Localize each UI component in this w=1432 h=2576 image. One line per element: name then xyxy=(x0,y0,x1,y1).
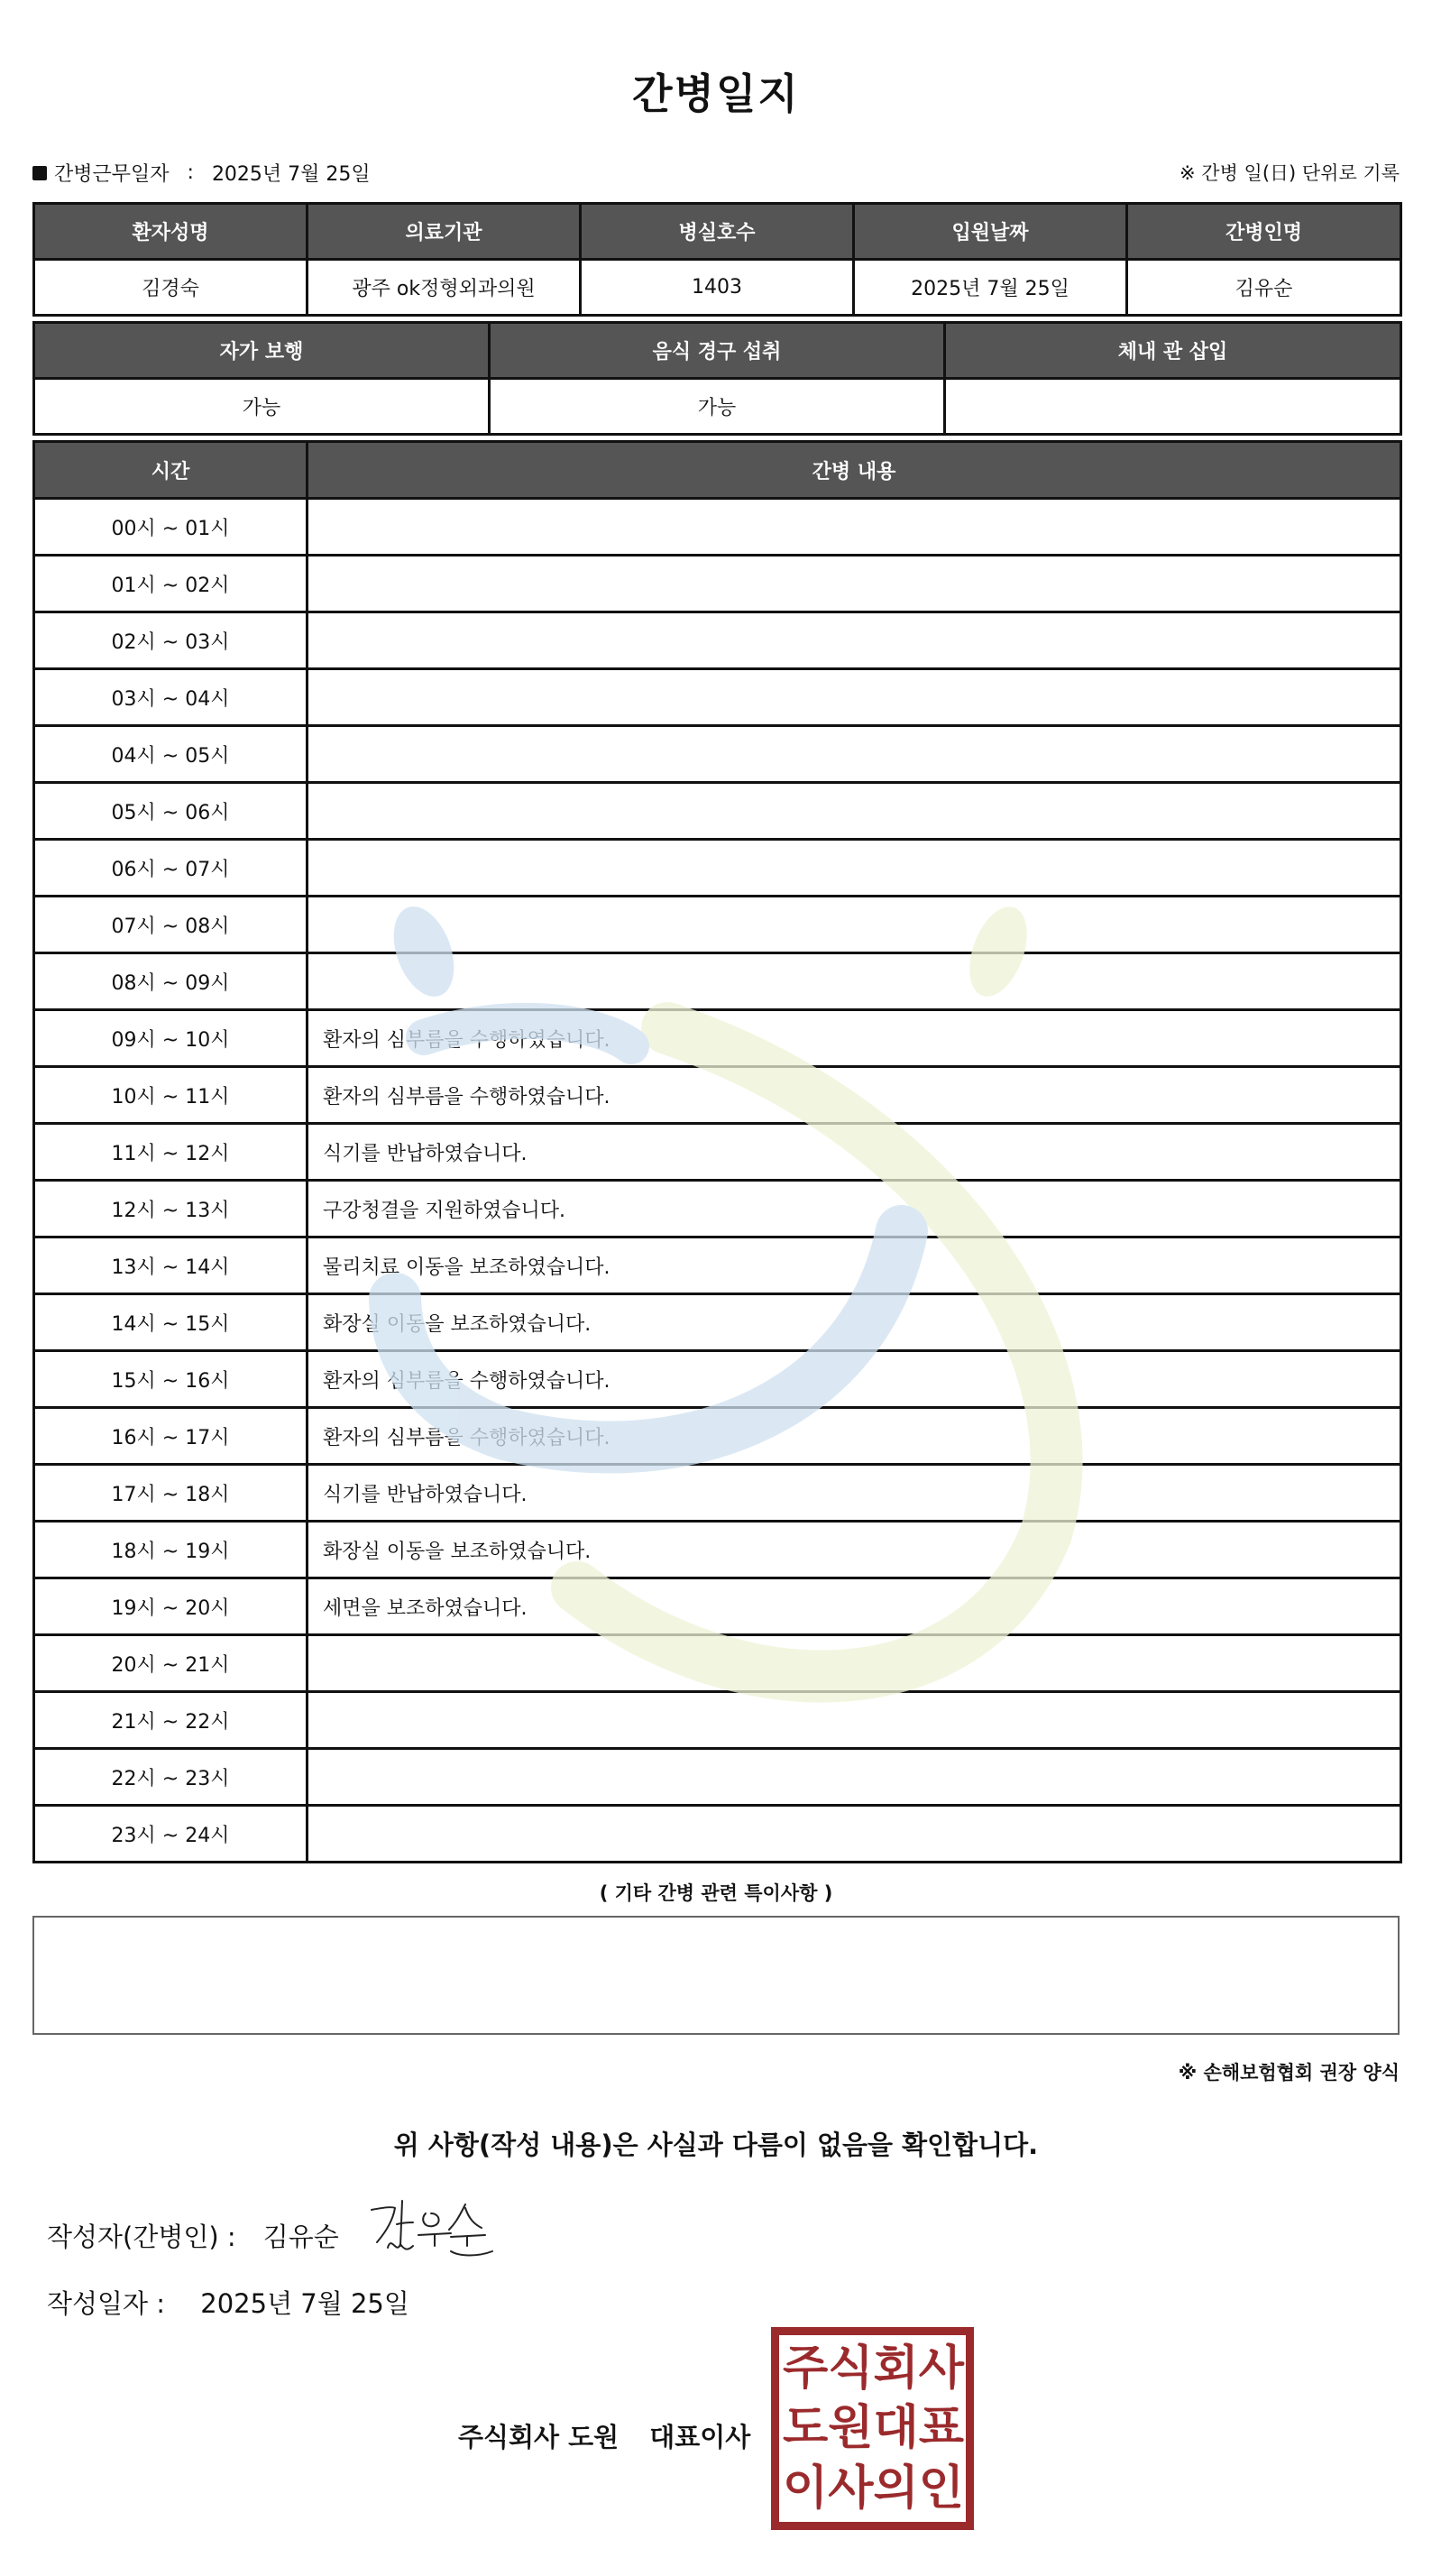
care-content-cell: 환자의 심부름을 수행하였습니다. xyxy=(308,1010,1401,1067)
company-name: 주식회사 도원 xyxy=(458,2422,620,2452)
company-signature-line xyxy=(458,2417,750,2454)
admission-date-cell: 2025년 7월 25일 xyxy=(854,260,1127,316)
header-oral-intake: 음식 경구 섭취 xyxy=(490,323,945,379)
care-content-cell xyxy=(308,840,1401,897)
time-slot-cell: 08시 ~ 09시 xyxy=(34,953,308,1010)
time-slot-cell: 19시 ~ 20시 xyxy=(34,1578,308,1635)
table-row xyxy=(34,669,1401,726)
written-date-value: 2025년 7월 25일 xyxy=(200,2288,409,2319)
care-content-cell xyxy=(308,1749,1401,1806)
time-slot-cell: 17시 ~ 18시 xyxy=(34,1465,308,1522)
header-admission-date: 입원날짜 xyxy=(854,204,1127,260)
header-tube-insertion: 체내 관 삽입 xyxy=(945,323,1401,379)
confirmation-statement: 위 사항(작성 내용)은 사실과 다름이 없음을 확인합니다. xyxy=(393,2130,1039,2160)
remarks-box xyxy=(32,1916,1400,2035)
table-row xyxy=(34,1294,1401,1351)
care-log-table xyxy=(32,440,1402,1863)
time-slot-cell: 03시 ~ 04시 xyxy=(34,669,308,726)
time-slot-cell: 14시 ~ 15시 xyxy=(34,1294,308,1351)
table-row xyxy=(34,1010,1401,1067)
table-row xyxy=(34,1749,1401,1806)
seal-character: 회 xyxy=(873,2341,919,2397)
table-row xyxy=(34,1806,1401,1863)
time-slot-cell: 16시 ~ 17시 xyxy=(34,1408,308,1465)
header-room-number: 병실호수 xyxy=(581,204,854,260)
time-slot-cell: 23시 ~ 24시 xyxy=(34,1806,308,1863)
writer-label: 작성자(간병인) : xyxy=(47,2222,236,2252)
time-slot-cell: 12시 ~ 13시 xyxy=(34,1181,308,1237)
care-content-cell xyxy=(308,953,1401,1010)
self-walking-cell: 가능 xyxy=(34,379,490,435)
care-content-cell xyxy=(308,1635,1401,1692)
table-row xyxy=(34,1635,1401,1692)
company-seal-stamp xyxy=(771,2327,974,2530)
header-time: 시간 xyxy=(34,442,308,499)
header-caregiver-name: 간병인명 xyxy=(1127,204,1401,260)
header-patient-name: 환자성명 xyxy=(34,204,308,260)
table-row xyxy=(34,783,1401,840)
care-content-cell: 식기를 반납하였습니다. xyxy=(308,1465,1401,1522)
care-content-cell xyxy=(308,726,1401,783)
caregiver-name-cell: 김유순 xyxy=(1127,260,1401,316)
seal-character: 주 xyxy=(783,2341,829,2397)
table-row xyxy=(34,726,1401,783)
seal-character: 대 xyxy=(873,2401,919,2456)
work-date-label: 간병근무일자 xyxy=(54,163,170,186)
time-slot-cell: 20시 ~ 21시 xyxy=(34,1635,308,1692)
patient-info-table xyxy=(32,202,1402,317)
table-row xyxy=(34,897,1401,953)
table-row xyxy=(34,1522,1401,1578)
seal-character: 표 xyxy=(918,2401,964,2456)
form-source-note: ※ 손해보험협회 권장 양식 xyxy=(1178,2062,1400,2084)
header-care-content: 간병 내용 xyxy=(308,442,1401,499)
time-slot-cell: 06시 ~ 07시 xyxy=(34,840,308,897)
bullet-square-icon xyxy=(32,166,47,180)
time-slot-cell: 00시 ~ 01시 xyxy=(34,499,308,556)
work-date-value: 2025년 7월 25일 xyxy=(211,163,371,186)
room-number-cell: 1403 xyxy=(581,260,854,316)
care-content-cell: 화장실 이동을 보조하였습니다. xyxy=(308,1294,1401,1351)
written-date-label: 작성일자 : xyxy=(47,2288,166,2319)
time-slot-cell: 10시 ~ 11시 xyxy=(34,1067,308,1124)
table-row xyxy=(34,1351,1401,1408)
seal-character: 인 xyxy=(918,2461,964,2516)
care-content-cell: 화장실 이동을 보조하였습니다. xyxy=(308,1522,1401,1578)
written-date-row xyxy=(47,2284,409,2321)
handwritten-signature xyxy=(361,2192,505,2273)
time-slot-cell: 09시 ~ 10시 xyxy=(34,1010,308,1067)
table-row xyxy=(34,1692,1401,1749)
table-row xyxy=(34,556,1401,612)
patient-name-cell: 김경숙 xyxy=(34,260,308,316)
work-date-separator: : xyxy=(187,161,194,184)
care-content-cell xyxy=(308,556,1401,612)
seal-character: 도 xyxy=(783,2401,829,2456)
care-content-cell xyxy=(308,783,1401,840)
care-content-cell: 구강청결을 지원하였습니다. xyxy=(308,1181,1401,1237)
table-row xyxy=(34,1408,1401,1465)
care-content-cell xyxy=(308,612,1401,669)
table-row xyxy=(34,1578,1401,1635)
care-content-cell xyxy=(308,669,1401,726)
tube-insertion-cell xyxy=(945,379,1401,435)
care-content-cell: 환자의 심부름을 수행하였습니다. xyxy=(308,1351,1401,1408)
time-slot-cell: 13시 ~ 14시 xyxy=(34,1237,308,1294)
header-hospital: 의료기관 xyxy=(308,204,581,260)
writer-row xyxy=(47,2217,339,2254)
time-slot-cell: 11시 ~ 12시 xyxy=(34,1124,308,1181)
writer-name: 김유순 xyxy=(262,2222,339,2252)
remarks-title: ( 기타 간병 관련 특이사항 ) xyxy=(599,1882,833,1904)
oral-intake-cell: 가능 xyxy=(490,379,945,435)
table-row xyxy=(34,499,1401,556)
table-row xyxy=(34,1237,1401,1294)
time-slot-cell: 04시 ~ 05시 xyxy=(34,726,308,783)
table-row xyxy=(34,1124,1401,1181)
hospital-cell: 광주 ok정형외과의원 xyxy=(308,260,581,316)
table-row xyxy=(34,840,1401,897)
time-slot-cell: 01시 ~ 02시 xyxy=(34,556,308,612)
time-slot-cell: 15시 ~ 16시 xyxy=(34,1351,308,1408)
seal-character: 사 xyxy=(918,2341,964,2397)
care-content-cell xyxy=(308,499,1401,556)
document-title: 간병일지 xyxy=(632,69,800,118)
header-self-walking: 자가 보행 xyxy=(34,323,490,379)
work-date-row xyxy=(32,159,371,187)
seal-character: 원 xyxy=(828,2401,874,2456)
time-slot-cell: 22시 ~ 23시 xyxy=(34,1749,308,1806)
care-content-cell: 세면을 보조하였습니다. xyxy=(308,1578,1401,1635)
table-row xyxy=(34,612,1401,669)
time-slot-cell: 21시 ~ 22시 xyxy=(34,1692,308,1749)
care-content-cell xyxy=(308,897,1401,953)
seal-character: 의 xyxy=(873,2461,919,2516)
seal-character: 이 xyxy=(783,2461,829,2516)
table-row xyxy=(34,1067,1401,1124)
record-unit-note: ※ 간병 일(日) 단위로 기록 xyxy=(1180,162,1400,184)
care-content-cell: 식기를 반납하였습니다. xyxy=(308,1124,1401,1181)
time-slot-cell: 05시 ~ 06시 xyxy=(34,783,308,840)
time-slot-cell: 18시 ~ 19시 xyxy=(34,1522,308,1578)
table-row xyxy=(34,953,1401,1010)
company-representative-title: 대표이사 xyxy=(649,2422,751,2452)
care-content-cell xyxy=(308,1806,1401,1863)
time-slot-cell: 02시 ~ 03시 xyxy=(34,612,308,669)
table-row xyxy=(34,1465,1401,1522)
patient-status-table xyxy=(32,321,1402,436)
seal-character: 식 xyxy=(828,2341,874,2397)
time-slot-cell: 07시 ~ 08시 xyxy=(34,897,308,953)
table-row xyxy=(34,1181,1401,1237)
care-content-cell: 환자의 심부름을 수행하였습니다. xyxy=(308,1408,1401,1465)
seal-character: 사 xyxy=(828,2461,874,2516)
care-content-cell: 물리치료 이동을 보조하였습니다. xyxy=(308,1237,1401,1294)
care-content-cell: 환자의 심부름을 수행하였습니다. xyxy=(308,1067,1401,1124)
care-content-cell xyxy=(308,1692,1401,1749)
